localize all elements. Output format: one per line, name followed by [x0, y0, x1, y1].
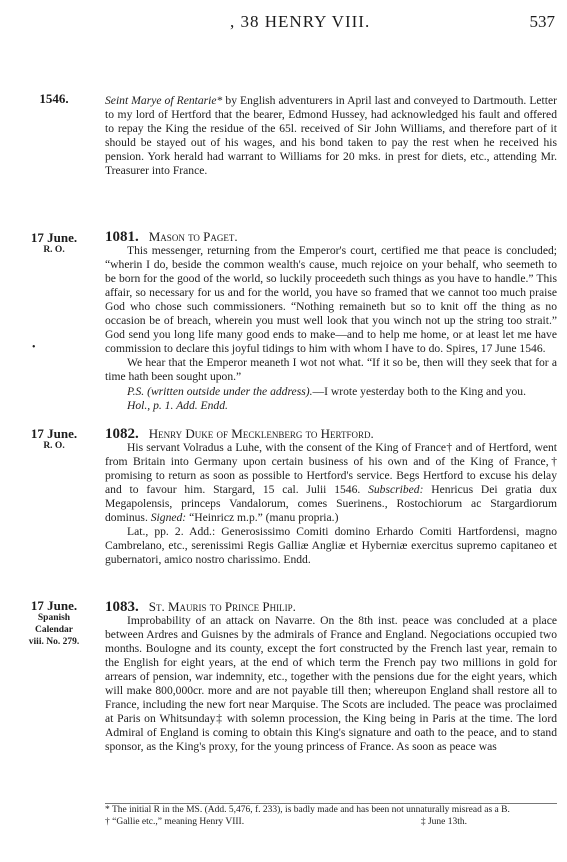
margin-1081: 17 June. R. O. [30, 230, 78, 255]
entry-paragraph: Improbability of an attack on Navarre. On the 8th inst. peace was concluded at a place between Ardres and Guisnes by the admirals of France and England. Negociations occupied two months. Boulogne and its county, except the fort constructed by the French last year, remain to the English for eight years, at the end of which term the French pay two millions in gold for arrears of pension, war indemnity, etc., together with the pensions due for the eight years, which will make 800,000cr. more and are not payable till then; whereupon England shall restore all to France, including the new fort near Marquise. The Scots are included. The peace was proclaimed at Paris on Whitsunday‡ with solemn procession, the King being in Paris at the time. The lord Admiral of England is coming to obtain this King's signature and oath to the peace, and to stand sponsor, as the King's proxy, for the young princess of France. As soon as peace was [105, 614, 557, 754]
running-title: , 38 HENRY VIII. [230, 12, 371, 31]
entry-1081 [105, 230, 557, 413]
intro-paragraph [105, 94, 557, 178]
margin-1083: 17 June. Spanish Calendar viii. No. 279. [28, 598, 80, 647]
footnote: ‡ June 13th. [420, 816, 467, 827]
page-number: 537 [529, 12, 555, 31]
postscript: P.S. (written outside under the address).—I wrote yesterday both to the King and you. [127, 384, 526, 398]
entry-endnote: Hol., p. 1. Add. Endd. [127, 398, 228, 412]
entry-heading: 1082. Henry Duke of Mecklenberg to Hertford. [105, 426, 374, 442]
entry-1082 [105, 427, 557, 567]
entry-heading: 1083. St. Mauris to Prince Philip. [105, 599, 296, 615]
footnote: † “Gallie etc.,” meaning Henry VIII. [105, 816, 245, 827]
entry-paragraph: His servant Volradus a Luhe, with the consent of the King of France† and of Hertford, went from Britain into Germany upon certain business of his own and of the King of France,† promising to return as soon as possible to Hertford's service. Begs Hertford to excuse his delay and to favour him. Stargard, 15 cal. Julii 1546. Subscribed: Henricus Dei gratia dux Megapolensis, princeps Vandalorum, comes Suerinens., Rostochiorum ac Stargardiorum dominus. Signed: “Heinricz m.p.” (manu propria.) [105, 441, 557, 525]
margin-bullet: • [32, 342, 36, 353]
entry-1083 [105, 600, 557, 755]
entry-paragraph: We hear that the Emperor meaneth I wot not what. “If it so be, then will they seek that for a time hath been sought upon.” [105, 356, 557, 384]
footnote-row [105, 817, 557, 829]
footnotes [105, 805, 557, 828]
intro-text: by English adventurers in April last and conveyed to Dartmouth. Letter to my lord of Hertford that the bearer, Edmond Hussey, had acknowledged his fault and offered to repay the King the residue of the 65l. received of Sir John Williams, and therefore part of it should be stayed out of his wages, and his bond taken to pay the rest when he received his pension. York herald had warrant to Williams for 20 mks. in prest for diets, etc., attending Mr. Treasurer into France. [105, 94, 557, 178]
entry-heading: 1081. Mason to Paget. [105, 229, 238, 245]
margin-year: 1546. [39, 91, 69, 106]
entry-address: Lat., pp. 2. Add.: Generosissimo Comiti domino Erhardo Comiti Hartfordensi, magno Cambrelano, etc., serenissimi Regis Galliæ Angliæ et Hyberniæ exercitus supremo capitaneo et gubernatori, amico nostro charissimo. Endd. [105, 525, 557, 567]
ship-name: Seint Marye of Rentarie* [105, 94, 223, 107]
footnote-rule [105, 803, 557, 804]
footnote: * The initial R in the MS. (Add. 5,476, f. 233), is badly made and has been not unnaturally misread as a B. [105, 805, 510, 815]
page-header [0, 12, 567, 34]
margin-1082: 17 June. R. O. [30, 426, 78, 451]
entry-paragraph: This messenger, returning from the Emperor's court, certified me that peace is concluded; “wherin I do, beside the common wealth's cause, much rejoice on your behalf, who seemeth to be born for the good of the world, so luckily proceedeth such things as you have to handle.” This affair, so necessary for us and for the world, you have so framed that we cannot too much praise God who chose such commissioners. “Nothing remaineth but so to knit off the thing as no occasion be of breach, wherein you must well look that you winch not up the string too strait.” God send you long life many good ends to make—and to help me home, or at least let me have commission to declare this joyful tidings to him with whom I have to do. Spires, 17 June 1546. [105, 244, 557, 356]
